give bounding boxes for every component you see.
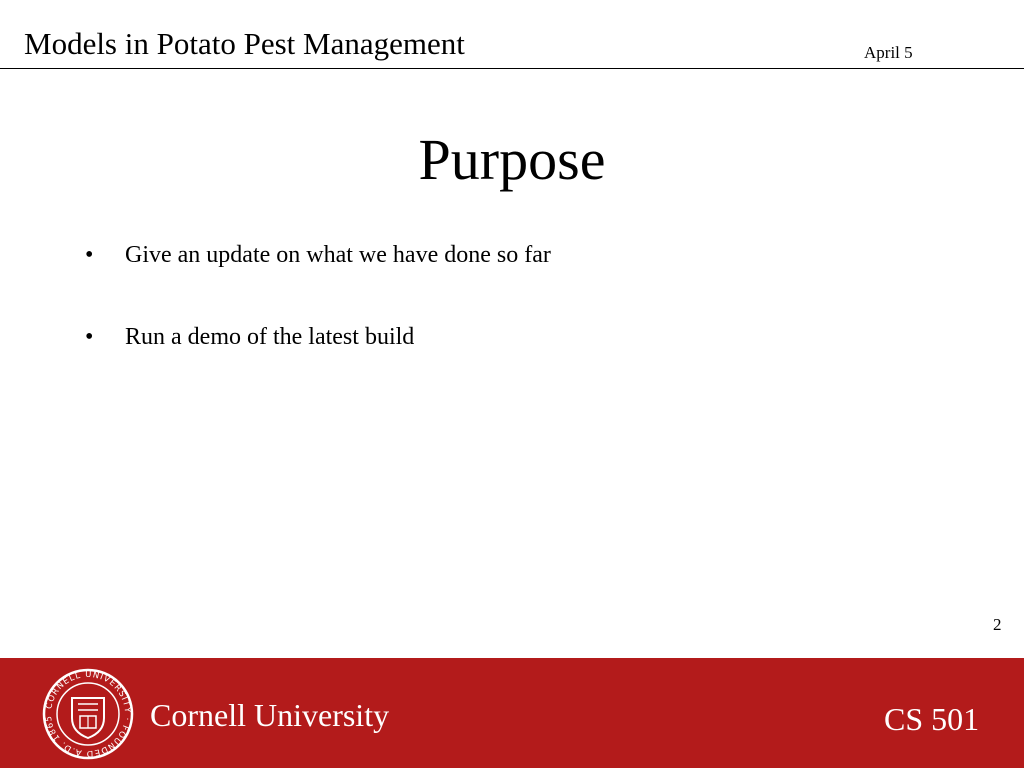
page-number: 2	[993, 615, 1002, 634]
bullet-marker: •	[85, 242, 94, 268]
header-date: April 5	[864, 43, 913, 62]
bullet-text: Run a demo of the latest build	[125, 324, 415, 350]
header-title: Models in Potato Pest Management	[24, 26, 465, 61]
bullet-item	[85, 236, 551, 274]
slide-title: Purpose	[418, 127, 606, 192]
university-name: Cornell University	[150, 697, 390, 733]
svg-text:CORNELL UNIVERSITY · FOUNDED A: CORNELL UNIVERSITY · FOUNDED A.D. 1865	[43, 669, 133, 759]
bullet-item	[85, 318, 551, 356]
bullet-list	[85, 236, 551, 400]
bullet-marker: •	[85, 324, 94, 350]
footer-bar	[0, 658, 1024, 768]
bullet-text: Give an update on what we have done so far	[125, 242, 551, 268]
cornell-seal-logo	[42, 668, 134, 760]
course-code: CS 501	[884, 701, 980, 737]
header-divider	[0, 68, 1024, 69]
